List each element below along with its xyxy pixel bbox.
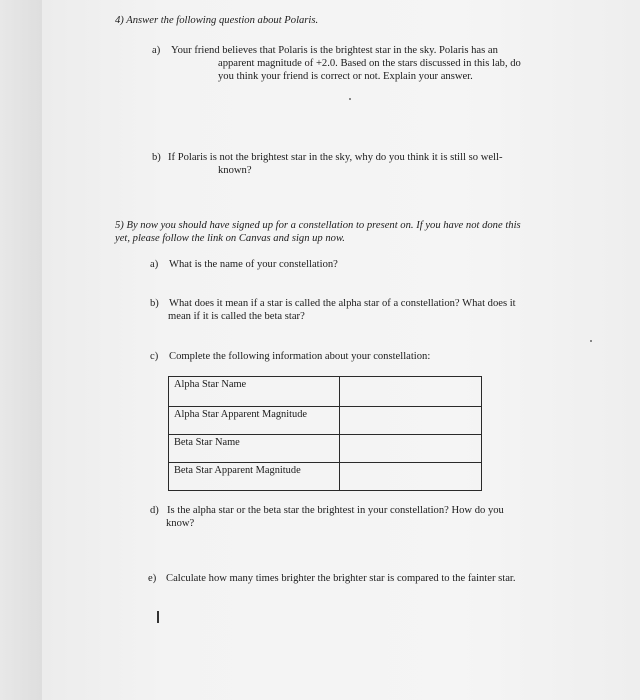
table-row [169, 377, 482, 407]
speck-mark [349, 98, 351, 100]
question-5-heading-line2: yet, please follow the link on Canvas and sign up now. [115, 233, 345, 244]
question-5-heading-line1: 5) By now you should have signed up for a constellation to present on. If you have not done this [115, 220, 521, 231]
table-cell-label: Alpha Star Apparent Magnitude [169, 407, 340, 435]
question-4-heading: 4) Answer the following question about Polaris. [115, 15, 319, 26]
question-5a-text: What is the name of your constellation? [169, 259, 338, 270]
table-row [169, 407, 482, 435]
question-5d-line2: know? [166, 518, 195, 529]
table-cell-answer[interactable] [340, 377, 482, 407]
table-cell-answer[interactable] [340, 463, 482, 491]
question-4a-line2: apparent magnitude of +2.0. Based on the stars discussed in this lab, do [218, 58, 521, 69]
question-4a-line3: you think your friend is correct or not. Explain your answer. [218, 71, 473, 82]
table-cell-label: Beta Star Apparent Magnitude [169, 463, 340, 491]
speck-mark [590, 340, 592, 342]
table-row [169, 435, 482, 463]
question-5b-line1: What does it mean if a star is called the alpha star of a constellation? What does it [169, 298, 516, 309]
page-edge-shadow [0, 0, 42, 700]
constellation-info-table [168, 376, 482, 491]
text-cursor [157, 611, 159, 623]
worksheet-page [42, 0, 640, 700]
question-4b-line2: known? [218, 165, 252, 176]
table-cell-answer[interactable] [340, 407, 482, 435]
question-5b-label: b) [150, 298, 159, 309]
question-4b-label: b) [152, 152, 161, 163]
question-5d-line1: Is the alpha star or the beta star the brightest in your constellation? How do you [167, 505, 504, 516]
question-4b-line1: If Polaris is not the brightest star in the sky, why do you think it is still so well- [168, 152, 503, 163]
table-cell-answer[interactable] [340, 435, 482, 463]
table-cell-label: Beta Star Name [169, 435, 340, 463]
question-4a-label: a) [152, 45, 161, 56]
question-5b-line2: mean if it is called the beta star? [168, 311, 305, 322]
question-5d-label: d) [150, 505, 159, 516]
table-cell-label: Alpha Star Name [169, 377, 340, 407]
question-4a-line1: Your friend believes that Polaris is the brightest star in the sky. Polaris has an [171, 45, 498, 56]
question-5e-label: e) [148, 573, 157, 584]
question-5a-label: a) [150, 259, 159, 270]
question-5e-text: Calculate how many times brighter the brighter star is compared to the fainter star. [166, 573, 516, 584]
question-5c-label: c) [150, 351, 159, 362]
table-row [169, 463, 482, 491]
question-5c-text: Complete the following information about your constellation: [169, 351, 431, 362]
